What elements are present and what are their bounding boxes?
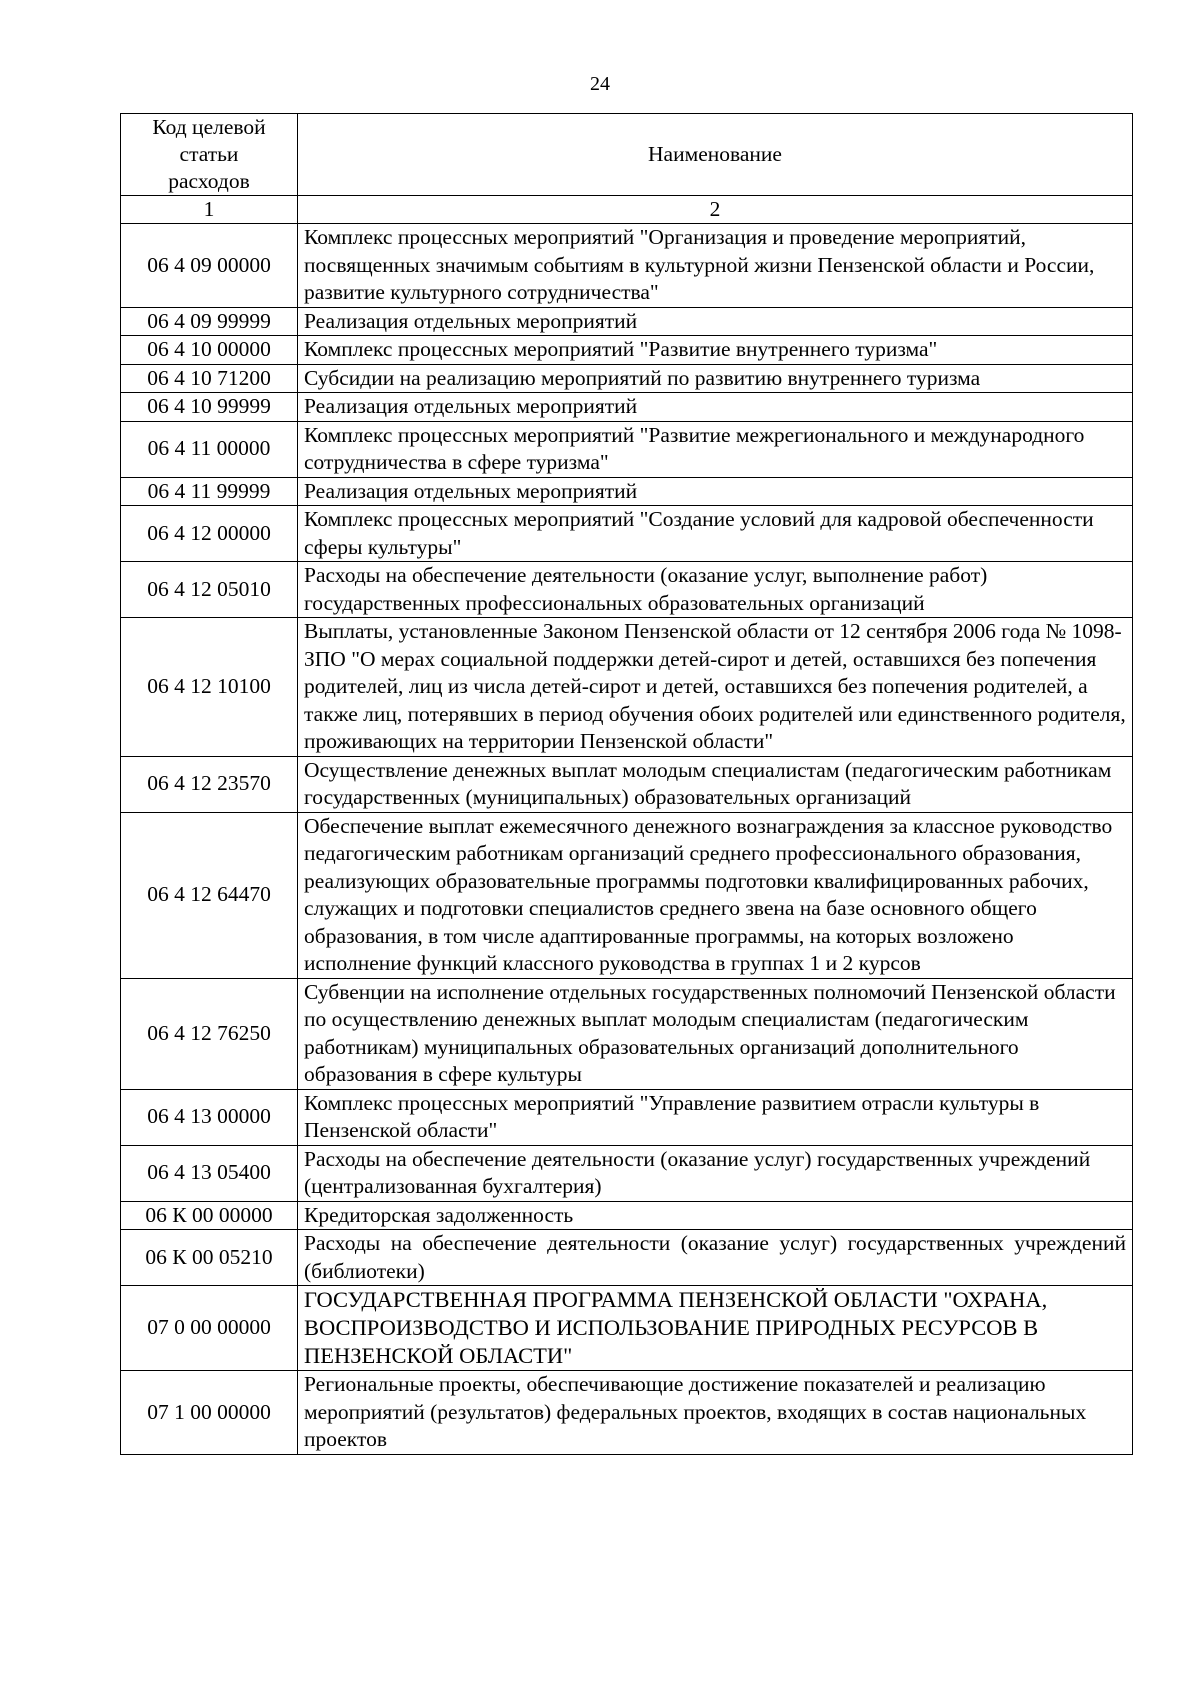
row-name: Реализация отдельных мероприятий: [298, 307, 1133, 336]
row-code: 06 К 00 05210: [121, 1230, 298, 1286]
row-code: 06 4 10 99999: [121, 393, 298, 422]
table-row: [121, 1201, 1133, 1230]
row-code: 06 4 10 71200: [121, 364, 298, 393]
row-code: 06 К 00 00000: [121, 1201, 298, 1230]
row-name: ГОСУДАРСТВЕННАЯ ПРОГРАММА ПЕНЗЕНСКОЙ ОБЛАСТИ "ОХРАНА, ВОСПРОИЗВОДСТВО И ИСПОЛЬЗОВАНИЕ ПРИРОДНЫХ РЕСУРСОВ В ПЕНЗЕНСКОЙ ОБЛАСТИ": [298, 1286, 1133, 1371]
table-row: [121, 1286, 1133, 1371]
budget-classification-table: [120, 113, 1133, 1455]
row-name: Региональные проекты, обеспечивающие достижение показателей и реализацию мероприятий (результатов) федеральных проектов, входящих в состав национальных проектов: [298, 1371, 1133, 1455]
table-row: [121, 812, 1133, 978]
table-row: [121, 224, 1133, 308]
row-code: 07 0 00 00000: [121, 1286, 298, 1371]
row-code: 06 4 12 23570: [121, 756, 298, 812]
row-code: 07 1 00 00000: [121, 1371, 298, 1455]
row-name: Расходы на обеспечение деятельности (оказание услуг) государственных учреждений (централизованная бухгалтерия): [298, 1145, 1133, 1201]
row-name: Комплекс процессных мероприятий "Организация и проведение мероприятий, посвященных значимым событиям в культурной жизни Пензенской области и России, развитие культурного сотрудничества": [298, 224, 1133, 308]
row-code: 06 4 12 64470: [121, 812, 298, 978]
header-name: Наименование: [298, 114, 1133, 196]
row-name: Выплаты, установленные Законом Пензенской области от 12 сентября 2006 года № 1098-ЗПО "О мерах социальной поддержки детей-сирот и детей, оставшихся без попечения родителей, лиц из числа детей-сирот и детей, оставшихся без попечения родителей, а также лиц, потерявших в период обучения обоих родителей или единственного родителя, проживающих на территории Пензенской области": [298, 618, 1133, 757]
table-row: [121, 477, 1133, 506]
row-code: 06 4 09 00000: [121, 224, 298, 308]
row-name: Расходы на обеспечение деятельности (оказание услуг) государственных учреждений (библиотеки): [298, 1230, 1133, 1286]
row-name: Субвенции на исполнение отдельных государственных полномочий Пензенской области по осуществлению денежных выплат молодым специалистам (педагогическим работникам) муниципальных образовательных организаций дополнительного образования в сфере культуры: [298, 978, 1133, 1089]
table-row: [121, 1089, 1133, 1145]
table-row: [121, 562, 1133, 618]
row-name: Комплекс процессных мероприятий "Создание условий для кадровой обеспеченности сферы культуры": [298, 506, 1133, 562]
row-code: 06 4 12 05010: [121, 562, 298, 618]
row-name: Реализация отдельных мероприятий: [298, 477, 1133, 506]
row-name: Субсидии на реализацию мероприятий по развитию внутреннего туризма: [298, 364, 1133, 393]
row-name: Комплекс процессных мероприятий "Развитие межрегионального и международного сотрудничества в сфере туризма": [298, 421, 1133, 477]
table-row: [121, 756, 1133, 812]
row-name: Осуществление денежных выплат молодым специалистам (педагогическим работникам государственных (муниципальных) образовательных организаций: [298, 756, 1133, 812]
row-name: Обеспечение выплат ежемесячного денежного вознаграждения за классное руководство педагогическим работникам организаций среднего профессионального образования, реализующих образовательные программы подготовки квалифицированных рабочих, служащих и подготовки специалистов среднего звена на базе основного общего образования, в том числе адаптированные программы, на которых возложено исполнение функций классного руководства в группах 1 и 2 курсов: [298, 812, 1133, 978]
row-name: Комплекс процессных мероприятий "Развитие внутреннего туризма": [298, 336, 1133, 365]
table-row: [121, 506, 1133, 562]
row-code: 06 4 11 99999: [121, 477, 298, 506]
row-code: 06 4 11 00000: [121, 421, 298, 477]
table-row: [121, 307, 1133, 336]
row-code: 06 4 12 76250: [121, 978, 298, 1089]
row-code: 06 4 09 99999: [121, 307, 298, 336]
header-code-line: Код целевой: [152, 115, 266, 139]
table-row: [121, 1230, 1133, 1286]
column-number: 1: [121, 196, 298, 224]
table-row: [121, 1145, 1133, 1201]
column-number: 2: [298, 196, 1133, 224]
row-code: 06 4 12 10100: [121, 618, 298, 757]
table-row: [121, 364, 1133, 393]
header-code: [121, 114, 298, 196]
table-row: [121, 421, 1133, 477]
table-row: [121, 393, 1133, 422]
row-name: Расходы на обеспечение деятельности (оказание услуг, выполнение работ) государственных профессиональных образовательных организаций: [298, 562, 1133, 618]
row-name: Комплекс процессных мероприятий "Управление развитием отрасли культуры в Пензенской области": [298, 1089, 1133, 1145]
row-name: Реализация отдельных мероприятий: [298, 393, 1133, 422]
page-number: 24: [590, 73, 610, 95]
table-header-row: [121, 114, 1133, 196]
table-row: [121, 1371, 1133, 1455]
row-code: 06 4 13 00000: [121, 1089, 298, 1145]
table-row: [121, 618, 1133, 757]
table-row: [121, 336, 1133, 365]
row-code: 06 4 13 05400: [121, 1145, 298, 1201]
row-code: 06 4 12 00000: [121, 506, 298, 562]
row-code: 06 4 10 00000: [121, 336, 298, 365]
column-number-row: [121, 196, 1133, 224]
row-name: Кредиторская задолженность: [298, 1201, 1133, 1230]
header-code-line: расходов: [168, 169, 250, 193]
header-code-line: статьи: [179, 142, 239, 166]
table-row: [121, 978, 1133, 1089]
